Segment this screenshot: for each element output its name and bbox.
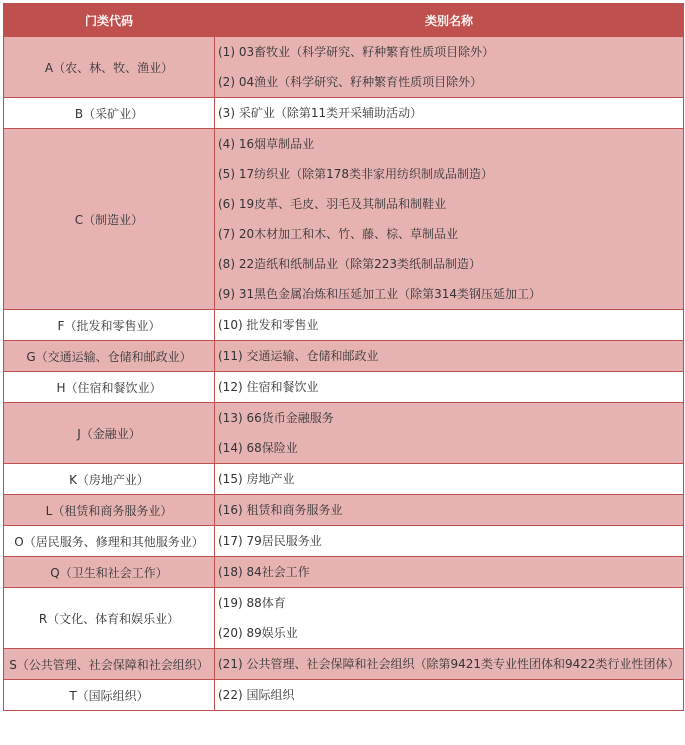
table-row bbox=[4, 588, 684, 649]
category-names bbox=[215, 310, 684, 341]
table-row bbox=[4, 403, 684, 464]
category-item: (5) 17纺织业（除第178类非家用纺织制成品制造） bbox=[218, 167, 493, 181]
category-item: (19) 88体育 bbox=[218, 596, 286, 610]
category-item: (8) 22造纸和纸制品业（除第223类纸制品制造） bbox=[218, 257, 481, 271]
category-item: (4) 16烟草制品业 bbox=[218, 137, 315, 151]
category-item: (14) 68保险业 bbox=[218, 441, 298, 455]
header-category-code: 门类代码 bbox=[4, 4, 215, 37]
category-names bbox=[215, 495, 684, 526]
table-row bbox=[4, 372, 684, 403]
category-code: O（居民服务、修理和其他服务业） bbox=[4, 526, 215, 557]
category-item: (18) 84社会工作 bbox=[218, 565, 310, 579]
category-names bbox=[215, 37, 684, 98]
category-names bbox=[215, 526, 684, 557]
category-code: K（房地产业） bbox=[4, 464, 215, 495]
category-code: G（交通运输、仓储和邮政业） bbox=[4, 341, 215, 372]
category-code: S（公共管理、社会保障和社会组织） bbox=[4, 649, 215, 680]
category-code: R（文化、体育和娱乐业） bbox=[4, 588, 215, 649]
category-item: (21) 公共管理、社会保障和社会组织（除第9421类专业性团体和9422类行业性团体） bbox=[218, 657, 680, 671]
category-code: F（批发和零售业） bbox=[4, 310, 215, 341]
category-code: H（住宿和餐饮业） bbox=[4, 372, 215, 403]
category-names bbox=[215, 649, 684, 680]
table-row bbox=[4, 98, 684, 129]
category-code: C（制造业） bbox=[4, 129, 215, 310]
category-names bbox=[215, 588, 684, 649]
category-item: (3) 采矿业（除第11类开采辅助活动） bbox=[218, 106, 423, 120]
category-item: (15) 房地产业 bbox=[218, 472, 295, 486]
table-row bbox=[4, 129, 684, 310]
table-row bbox=[4, 464, 684, 495]
table-row bbox=[4, 526, 684, 557]
category-item: (16) 租赁和商务服务业 bbox=[218, 503, 343, 517]
category-item: (17) 79居民服务业 bbox=[218, 534, 322, 548]
category-names bbox=[215, 680, 684, 711]
category-names bbox=[215, 372, 684, 403]
category-names bbox=[215, 98, 684, 129]
category-code: B（采矿业） bbox=[4, 98, 215, 129]
category-names bbox=[215, 403, 684, 464]
category-code: J（金融业） bbox=[4, 403, 215, 464]
category-item: (7) 20木材加工和木、竹、藤、棕、草制品业 bbox=[218, 227, 459, 241]
industry-classification-table bbox=[3, 3, 684, 711]
category-item: (9) 31黑色金属冶炼和压延加工业（除第314类钢压延加工） bbox=[218, 287, 541, 301]
category-item: (11) 交通运输、仓储和邮政业 bbox=[218, 349, 379, 363]
table-row bbox=[4, 495, 684, 526]
category-item: (6) 19皮革、毛皮、羽毛及其制品和制鞋业 bbox=[218, 197, 447, 211]
category-names bbox=[215, 464, 684, 495]
category-names bbox=[215, 129, 684, 310]
table-header-row bbox=[4, 4, 684, 37]
category-item: (20) 89娱乐业 bbox=[218, 626, 298, 640]
table-row bbox=[4, 649, 684, 680]
category-code: L（租赁和商务服务业） bbox=[4, 495, 215, 526]
category-item: (1) 03畜牧业（科学研究、籽种繁育性质项目除外） bbox=[218, 45, 495, 59]
table-row bbox=[4, 341, 684, 372]
category-code: A（农、林、牧、渔业） bbox=[4, 37, 215, 98]
category-code: Q（卫生和社会工作） bbox=[4, 557, 215, 588]
header-category-name: 类别名称 bbox=[215, 4, 684, 37]
table-row bbox=[4, 557, 684, 588]
industry-table-container bbox=[3, 3, 683, 711]
table-row bbox=[4, 680, 684, 711]
category-code: T（国际组织） bbox=[4, 680, 215, 711]
table-row bbox=[4, 310, 684, 341]
category-item: (12) 住宿和餐饮业 bbox=[218, 380, 319, 394]
category-names bbox=[215, 557, 684, 588]
category-item: (13) 66货币金融服务 bbox=[218, 411, 334, 425]
category-names bbox=[215, 341, 684, 372]
category-item: (2) 04渔业（科学研究、籽种繁育性质项目除外） bbox=[218, 75, 483, 89]
category-item: (22) 国际组织 bbox=[218, 688, 295, 702]
category-item: (10) 批发和零售业 bbox=[218, 318, 319, 332]
table-row bbox=[4, 37, 684, 98]
